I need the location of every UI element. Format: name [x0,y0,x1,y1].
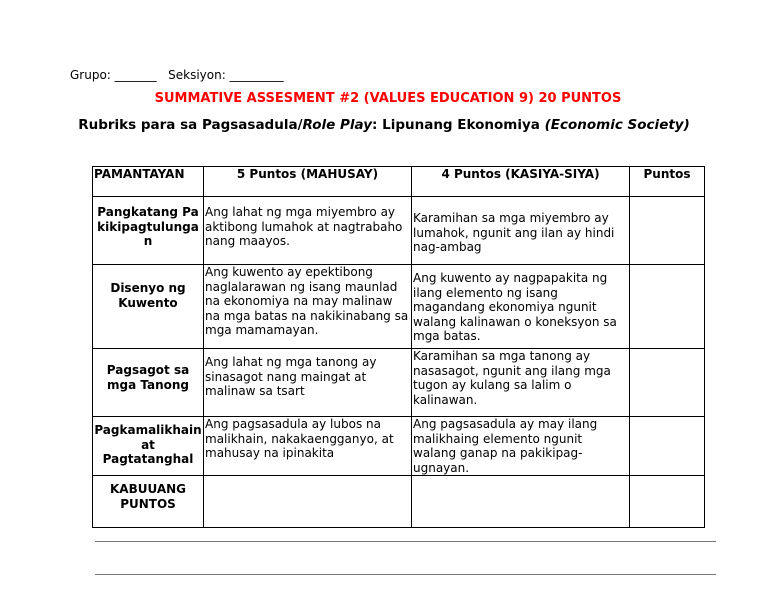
header-pamantayan: PAMANTAYAN [93,167,204,197]
subtitle-part2: Role Play [302,117,372,133]
table-row [93,197,705,265]
five-points-cell: Ang kuwento ay epektibong naglalarawan ng isang maunlad na ekonomiya na may malinaw na mga batas na nakikinabang sa mga mamamayan. [204,265,412,349]
criterion-cell: Pagkamalikhain at Pagtatanghal [93,417,204,476]
table-row [93,417,705,476]
header-five-points: 5 Puntos (MAHUSAY) [204,167,412,197]
four-points-cell [412,476,630,528]
score-cell[interactable] [630,476,705,528]
grupo-blank: _______ [114,68,157,82]
four-points-cell: Ang kuwento ay nagpapakita ng ilang elemento ng isang magandang ekonomiya ngunit walang kalinawan o koneksyon sa mga batas. [412,265,630,349]
score-cell[interactable] [630,197,705,265]
header-four-points: 4 Puntos (KASIYA-SIYA) [412,167,630,197]
signature-line [95,574,716,575]
four-points-cell: Karamihan sa mga miyembro ay lumahok, ngunit ang ilan ay hindi nag-ambag [412,197,630,265]
five-points-cell [204,476,412,528]
table-row [93,265,705,349]
total-row [93,476,705,528]
five-points-cell: Ang pagsasadula ay lubos na malikhain, nakakaengganyo, at mahusay na ipinakita [204,417,412,476]
four-points-cell: Ang pagsasadula ay may ilang malikhaing elemento ngunit walang ganap na pakikipag-ugnayan. [412,417,630,476]
signature-line [95,541,716,542]
table-row [93,349,705,417]
five-points-cell: Ang lahat ng mga miyembro ay aktibong lumahok at nagtrabaho nang maayos. [204,197,412,265]
document-subtitle [0,117,768,133]
seksiyon-blank: _________ [229,68,284,82]
total-label-cell: KABUUANG PUNTOS [93,476,204,528]
subtitle-part4: (Economic Society) [544,117,690,133]
criterion-cell: Pagsagot sa mga Tanong [93,349,204,417]
score-cell[interactable] [630,349,705,417]
score-cell[interactable] [630,265,705,349]
criterion-cell: Disenyo ng Kuwento [93,265,204,349]
document-title: SUMMATIVE ASSESMENT #2 (VALUES EDUCATION 9) 20 PUNTOS [154,91,622,106]
four-points-cell: Karamihan sa mga tanong ay nasasagot, ngunit ang ilang mga tugon ay kulang sa lalim o kalinawan. [412,349,630,417]
subtitle-part1: Rubriks para sa Pagsasadula/ [78,117,303,133]
header-line [70,68,284,82]
grupo-label: Grupo: [70,68,111,82]
seksiyon-label: Seksiyon: [168,68,226,82]
header-points: Puntos [630,167,705,197]
criterion-cell: Pangkatang Pakikipagtulungan [93,197,204,265]
score-cell[interactable] [630,417,705,476]
five-points-cell: Ang lahat ng mga tanong ay sinasagot nang maingat at malinaw sa tsart [204,349,412,417]
rubric-table [92,166,705,528]
subtitle-part3: : Lipunang Ekonomiya [372,117,545,133]
table-header-row [93,167,705,197]
